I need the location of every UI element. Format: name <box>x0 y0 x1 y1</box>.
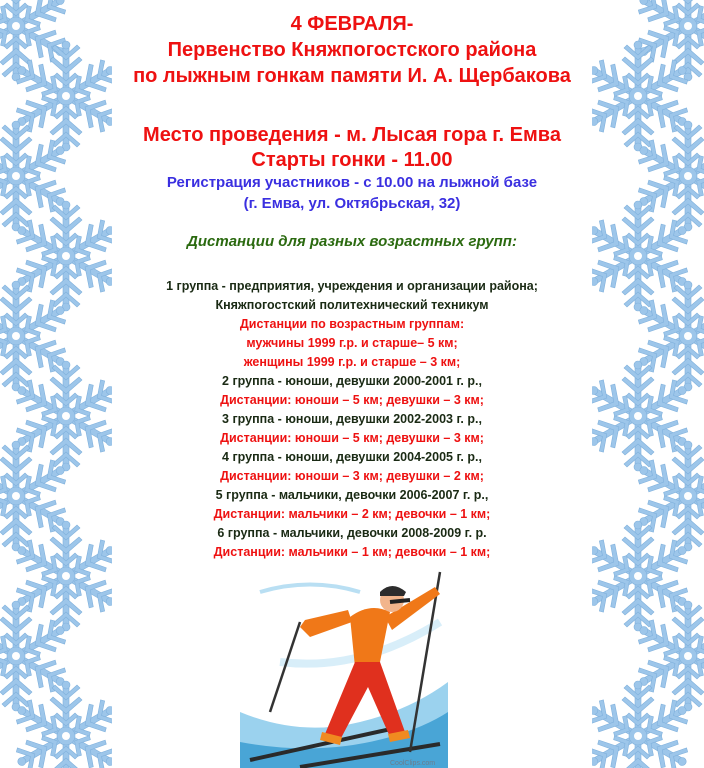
group-line: 1 группа - предприятия, учреждения и организации района; <box>166 279 538 293</box>
snowflake-icon <box>592 680 694 768</box>
group-line: 4 группа - юноши, девушки 2004-2005 г. р., <box>222 450 482 464</box>
left-snowflake-border <box>0 0 112 768</box>
group-line: Княжпогостский политехнический техникум <box>215 298 489 312</box>
snowflake-icon <box>10 680 112 768</box>
group-line: Дистанции: юноши – 5 км; девушки – 3 км; <box>220 431 484 445</box>
group-line: женщины 1999 г.р. и старше – 3 км; <box>243 355 461 369</box>
group-line: Дистанции: мальчики – 2 км; девочки – 1 км; <box>213 507 491 521</box>
watermark: CoolClips.com <box>390 760 436 767</box>
group-line: Дистанции: юноши – 5 км; девушки – 3 км; <box>220 393 484 407</box>
group-line: 5 группа - мальчики, девочки 2006-2007 г. р., <box>215 488 489 502</box>
venue-place: Место проведения - м. Лысая гора г. Емва <box>143 124 561 146</box>
registration-address: (г. Емва, ул. Октябрьская, 32) <box>243 195 461 212</box>
registration-info: Регистрация участников - с 10.00 на лыжной базе <box>166 174 538 191</box>
group-line: Дистанции: мальчики – 1 км; девочки – 1 км; <box>213 545 491 559</box>
distances-heading: Дистанции для разных возрастных групп: <box>187 233 517 250</box>
group-line: 6 группа - мальчики, девочки 2008-2009 г. р. <box>217 526 487 540</box>
skier-illustration <box>240 562 448 768</box>
group-line: 3 группа - юноши, девушки 2002-2003 г. р., <box>222 412 482 426</box>
group-line: мужчины 1999 г.р. и старше– 5 км; <box>246 336 458 350</box>
event-title-line2: по лыжным гонкам памяти И. А. Щербакова <box>133 65 571 87</box>
right-snowflake-border <box>592 0 704 768</box>
start-time: Старты гонки - 11.00 <box>251 149 453 171</box>
group-line: Дистанции по возрастным группам: <box>239 317 465 331</box>
event-date: 4 ФЕВРАЛЯ- <box>290 13 414 35</box>
group-line: Дистанции: юноши – 3 км; девушки – 2 км; <box>220 469 484 483</box>
event-title-line1: Первенство Княжпогостского района <box>167 39 537 61</box>
group-line: 2 группа - юноши, девушки 2000-2001 г. р., <box>222 374 482 388</box>
skier-icon <box>240 562 448 768</box>
announcement <box>112 0 592 768</box>
